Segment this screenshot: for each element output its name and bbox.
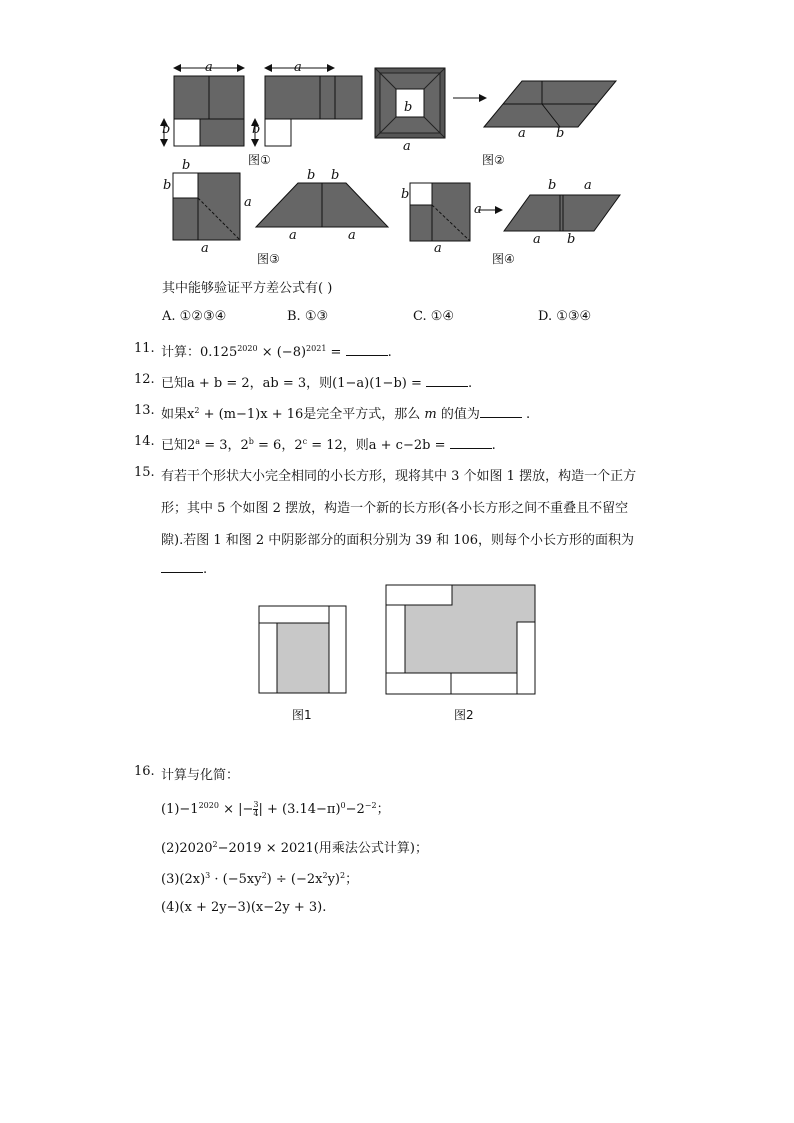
label-a: a <box>434 241 442 256</box>
q10-stem: 其中能够验证平方差公式有( ) <box>162 281 333 296</box>
formula-figures <box>150 55 630 270</box>
q15-fig2-caption: 图2 <box>454 708 474 722</box>
label-a: a <box>201 241 209 256</box>
q13-text: 如果$x^2 + (m-1)x + 16$是完全平方式，那么 m 的值为 . <box>161 406 531 422</box>
label-a: a <box>474 202 482 217</box>
q10-option-c: C. ①④ <box>413 309 455 324</box>
label-a: a <box>533 232 541 247</box>
label-a: a <box>348 228 356 243</box>
fig2-parallelogram <box>484 81 616 127</box>
q10-option-a: A. ①②③④ <box>162 309 227 324</box>
q15-fig2 <box>386 585 535 694</box>
q14-number: 14. <box>134 434 155 449</box>
label-b: b <box>182 158 191 173</box>
q16-number: 16. <box>134 764 155 779</box>
q16-part2: $(2)2020^2-2019 \times 2021$(用乘法公式计算)； <box>161 840 428 856</box>
label-a: a <box>289 228 297 243</box>
fig1-caption: 图① <box>248 153 271 167</box>
q15-answer-line: . <box>161 561 207 577</box>
label-a: a <box>244 195 252 210</box>
q15-line2: 形；其中 5 个如图 2 摆放，构造一个新的长方形(各小长方形之间不重叠且不留空 <box>161 501 629 516</box>
fig4-square <box>410 183 502 241</box>
q15-line1: 有若干个形状大小完全相同的小长方形，现将其中 3 个如图 1 摆放，构造一个正方 <box>161 469 637 484</box>
label-a: a <box>403 139 411 154</box>
fig2-square-frame <box>375 68 486 138</box>
q12-text: 已知a + b = 2，ab = 3，则(1−a)(1−b) = . <box>161 376 473 391</box>
q11-number: 11. <box>134 341 155 356</box>
fig3-square <box>173 173 240 240</box>
label-b: b <box>307 168 316 183</box>
fig3-trapezoid <box>256 183 388 227</box>
q15-fig1 <box>259 606 346 693</box>
q10-option-b: B. ①③ <box>287 309 329 324</box>
label-a: a <box>294 60 302 75</box>
fig1-right-strip <box>255 68 362 146</box>
label-a: a <box>205 60 213 75</box>
q12-answer-blank[interactable] <box>426 375 468 387</box>
label-b: b <box>162 122 171 137</box>
q13-number: 13. <box>134 403 155 418</box>
label-b: b <box>401 187 410 202</box>
q16-part4: (4)(x + 2y−3)(x−2y + 3). <box>161 900 327 915</box>
q16-title: 计算与化简： <box>161 768 240 783</box>
label-b: b <box>567 232 576 247</box>
label-b: b <box>404 100 413 115</box>
q16-part1: $(1)-1^{2020}$ × |− $\frac{3}{4}$ | + $(3.14-\pi)^0-2^{-2}$； <box>161 800 390 818</box>
q15-line3: 隙).若图 1 和图 2 中阴影部分的面积分别为 39 和 106，则每个小长方形的面积为 <box>161 533 635 548</box>
q11-answer-blank[interactable] <box>346 344 388 356</box>
q16-part3: $(3)(2x)^3 \cdot (-5xy^2) \div (-2x^2y)^2$； <box>161 871 359 887</box>
q12-number: 12. <box>134 372 155 387</box>
fig3-caption: 图③ <box>257 252 280 266</box>
label-b: b <box>556 126 565 141</box>
label-b: b <box>163 178 172 193</box>
fig2-caption: 图② <box>482 153 505 167</box>
label-a: a <box>584 178 592 193</box>
q10-option-d: D. ①③④ <box>538 309 592 324</box>
q14-answer-blank[interactable] <box>450 437 492 449</box>
q15-answer-blank[interactable] <box>161 561 203 573</box>
q15-figures <box>255 582 540 697</box>
q13-answer-blank[interactable] <box>480 406 522 418</box>
q11-text: 计算：$0.125^{2020} \times (-8)^{2021}$ = . <box>161 344 392 360</box>
fig1-left-square <box>164 68 244 146</box>
label-b: b <box>252 122 261 137</box>
label-b: b <box>331 168 340 183</box>
fig4-parallelogram <box>504 195 620 231</box>
q14-text: 已知$2^a = 3$，$2^b = 6$，$2^c = 12$，则a + c−2b = . <box>161 437 496 453</box>
label-b: b <box>548 178 557 193</box>
q15-fig1-caption: 图1 <box>292 708 312 722</box>
label-a: a <box>518 126 526 141</box>
q15-number: 15. <box>134 465 155 480</box>
fig4-caption: 图④ <box>492 252 515 266</box>
